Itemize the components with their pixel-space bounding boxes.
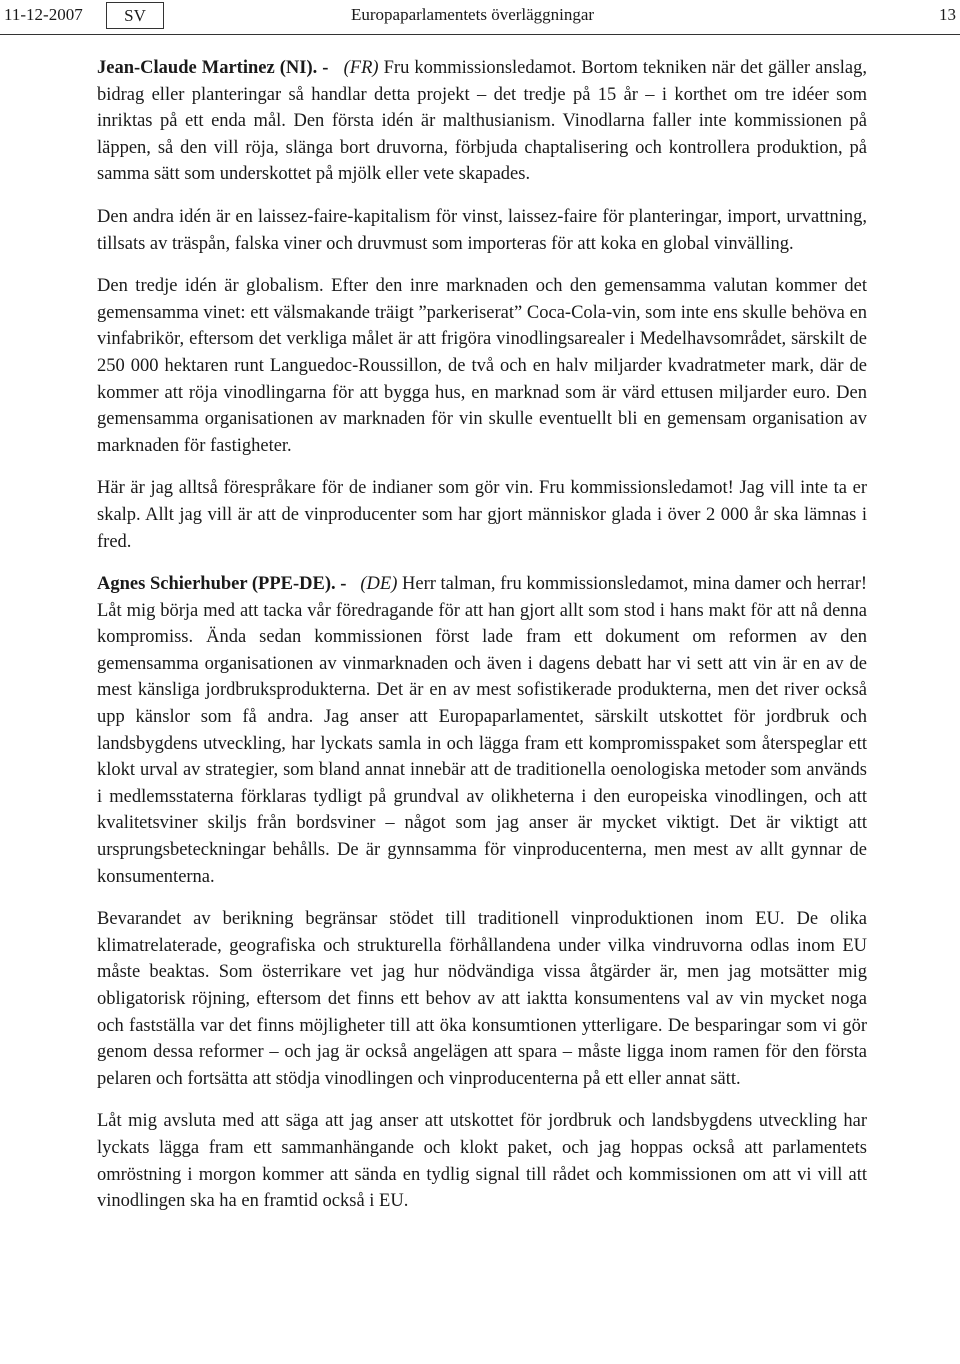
- language-tag: (FR): [343, 58, 379, 78]
- language-tag: (DE): [360, 574, 398, 595]
- paragraph-text: Fru kommissionsledamot. Bortom tekniken när det gäller anslag, bidrag eller planteringar så handlar detta projekt – det tredje på 15 år – i korthet om tre idéer som inriktas på ett enda mål. Den första idén är malthusianism. Vinodlarna faller inte kommissionen på läppen, så den vill röja, slänga bort druvorna, förbjuda chaptalisering och kontrollera produktion, på samma sätt som underskottet på mjölk eller vete skapades.: [97, 58, 868, 185]
- paragraph-martinez-4: [97, 475, 867, 555]
- page-header: [0, 0, 960, 35]
- paragraph-martinez-1: [97, 55, 867, 188]
- document-title: Europaparlamentets överläggningar: [351, 5, 595, 24]
- paragraph-schierhuber-2: [97, 906, 867, 1092]
- header-date: 11-12-2007: [4, 5, 83, 24]
- paragraph-schierhuber-1: [97, 571, 867, 890]
- language-badge: SV: [106, 2, 164, 29]
- document-body: [97, 55, 867, 1231]
- paragraph-text: Låt mig avsluta med att säga att jag anser att utskottet för jordbruk och landsbygdens utveckling har lyckats lägga fram ett sammanhängande och klokt paket, och jag hoppas också att parlamentets omröstning i morgon kommer att sända en tydlig signal till rådet och kommissionen om att vi vill att vinodlingen ska ha en framtid också i EU.: [97, 1111, 867, 1212]
- paragraph-text: Den tredje idén är globalism. Efter den inre marknaden och den gemensamma valutan kommer det gemensamma vinet: ett välsmakande träigt ”parkeriserat” Coca-Cola-vin, som inte ens skulle behöva en vinfabrikör, eftersom det verkliga målet är att frigöra vinodlingsarealer i Medelhavsområdet, särskilt de 250 000 hektaren runt Languedoc-Roussillon, de två och en halv miljarder kvadratmeter mark, där de kommer att röja vinodlingarna för att bygga hus, en marknad som är värd ettusen miljarder euro. Den gemensamma organisationen av marknaden för vin skulle eventuellt bli en gemensam organisation av marknaden för fastigheter.: [97, 276, 867, 456]
- paragraph-martinez-3: [97, 273, 867, 459]
- paragraph-text: Bevarandet av berikning begränsar stödet till traditionell vinproduktionen inom EU. De olika klimatrelaterade, geografiska och strukturella förhållandena under vilka vindruvorna odlas inom EU måste beaktas. Som österrikare vet jag hur nödvändiga vissa åtgärder är, men jag motsätter mig obligatorisk röjning, eftersom det finns ett behov av att iaktta konsumentens val av vin mycket noga och fastställa var det finns möjligheter till att öka konsumtionen ytterligare. De besparingar som vi gör genom dessa reformer – och jag är också angelägen att spara – måste ligga inom ramen för den första pelaren och fortsätta att stödja vinodlingen och vinproducenterna på ett eller annat sätt.: [97, 909, 867, 1089]
- page-number: 13: [939, 5, 956, 24]
- paragraph-text: Herr talman, fru kommissionsledamot, mina damer och herrar! Låt mig börja med att tacka vår föredragande för att han gjort allt som stod i hans makt för att nå denna kompromiss. Ända sedan kommissionen först lade fram ett dokument om reformen av den gemensamma organisationen av vinmarknaden och även i dagens debatt har vi sett att vin är en av de mest känsliga jordbruksprodukterna. Det är en av mest sofistikerade produkterna, men det river också upp känslor som få andra. Jag anser att Europaparlamentet, särskilt utskottet för jordbruk och landsbygdens utveckling, har lyckats samla in och lägga fram ett kompromisspaket som återspeglar ett klokt urval av strategier, som bland annat innebär att de traditionella oenologiska metoder som används i medlemsstaterna förklaras tydligt på grundval av olikheterna i den europeiska vinodlingen, och att kvalitetsviner skiljs från bordsviner – något som jag anser är mycket viktigt. Det är viktigt att ursprungsbeteckningar behålls. De är gynnsamma för vinproducenterna, men mest av allt gynnar de konsumenterna.: [97, 574, 868, 887]
- paragraph-text: Här är jag alltså förespråkare för de indianer som gör vin. Fru kommissionsledamot! Jag vill inte ta er skalp. Allt jag vill är att de vinproducenter som har gjort människor glada i över 2 000 år ska lämnas i fred.: [97, 478, 867, 552]
- paragraph-martinez-2: [97, 204, 867, 257]
- speaker-name: Jean-Claude Martinez (NI). -: [97, 58, 329, 78]
- paragraph-text: Den andra idén är en laissez-faire-kapitalism för vinst, laissez-faire för planteringar, import, urvattning, tillsats av träspån, falska viner och druvmust som importeras för att koka en global vinvälling.: [97, 206, 867, 254]
- paragraph-schierhuber-3: [97, 1108, 867, 1214]
- speaker-name: Agnes Schierhuber (PPE-DE). -: [97, 574, 347, 595]
